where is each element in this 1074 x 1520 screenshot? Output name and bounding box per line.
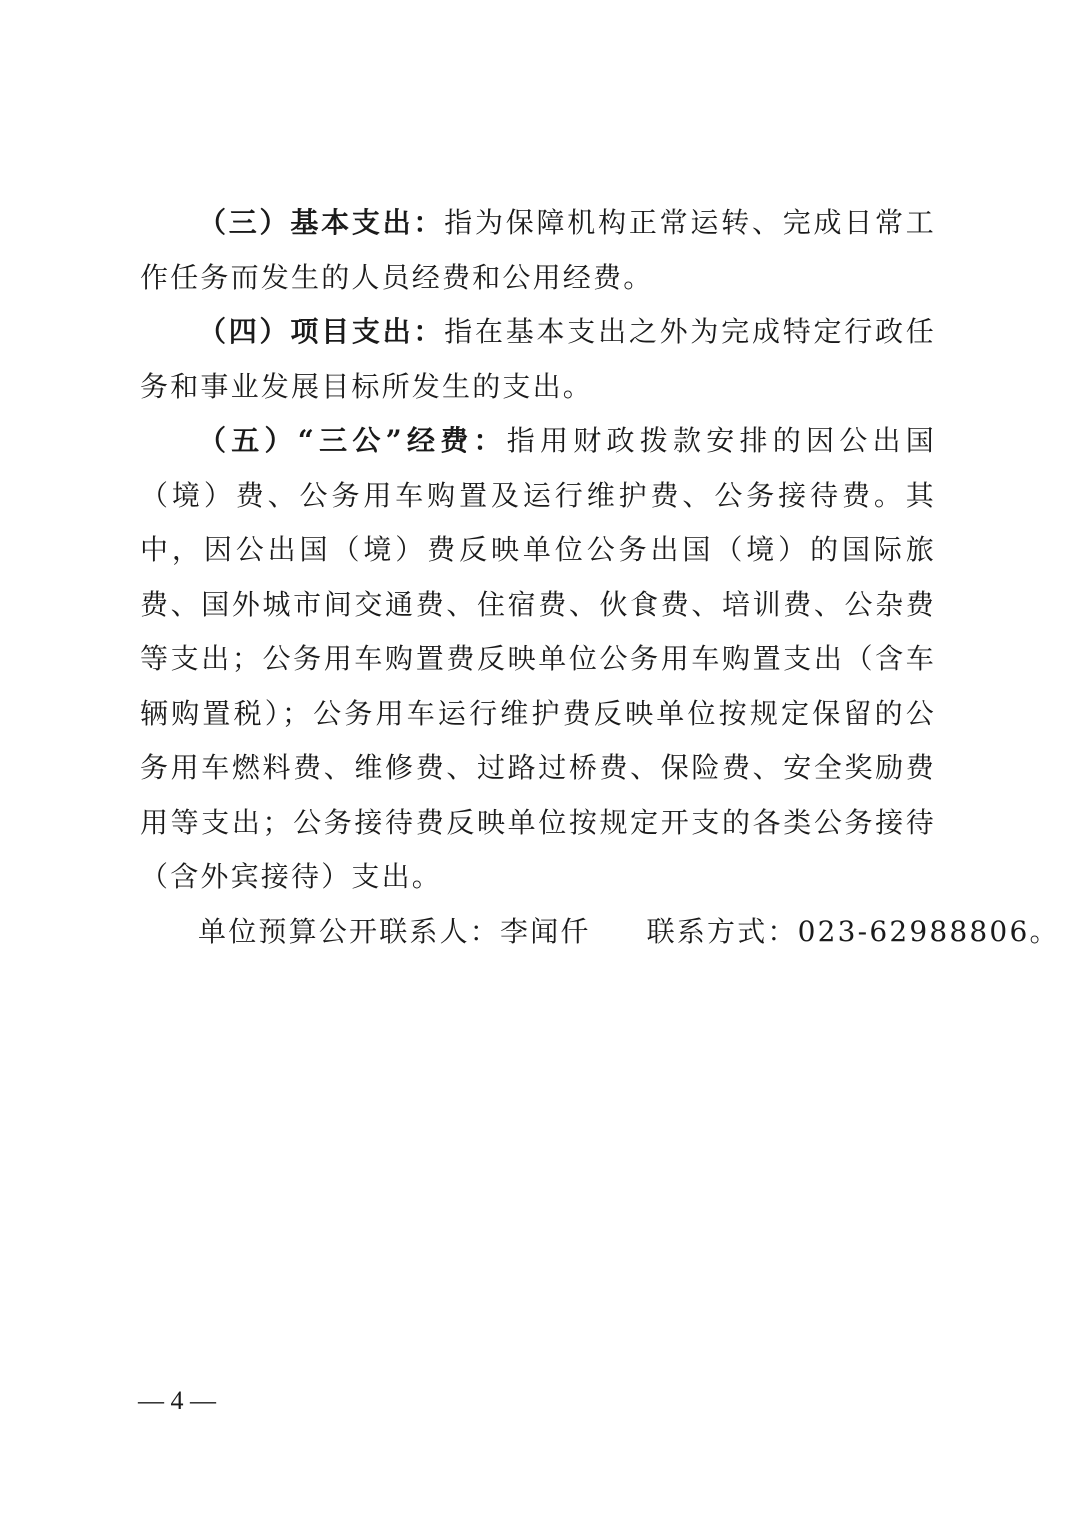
definition-project-expenditure: 指在基本支出之外为完成特定行政任务和事业发展目标所发生的支出。 [140,315,937,403]
page-number: — 4 — [138,1386,216,1415]
contact-line [140,905,1060,960]
term-three-public-expenses: （五）“三公”经费： [198,424,507,457]
contact-person-label: 单位预算公开联系人： [198,914,501,948]
contact-end-mark: 。 [1029,914,1060,948]
paragraph-three-public-expenses [140,414,936,905]
definition-basic-expenditure: 指为保障机构正常运转、完成日常工作任务而发生的人员经费和公用经费。 [140,206,937,294]
term-project-expenditure: （四）项目支出： [198,315,445,348]
contact-person-name: 李闻仟 [500,914,591,948]
paragraph-project-expenditure [140,305,936,414]
contact-method-label: 联系方式： [646,914,798,948]
term-basic-expenditure: （三）基本支出： [198,206,445,239]
contact-phone: 023-62988806 [797,914,1030,948]
definition-three-public-expenses: 指用财政拨款安排的因公出国（境）费、公务用车购置及运行维护费、公务接待费。其中，因公出国（境）费反映单位公务出国（境）的国际旅费、国外城市间交通费、住宿费、伙食费、培训费、公杂费等支出；公务用车购置费反映单位公务用车购置支出（含车辆购置税）；公务用车运行维护费反映单位按规定保留的公务用车燃料费、维修费、过路过桥费、保险费、安全奖励费用等支出；公务接待费反映单位按规定开支的各类公务接待（含外宾接待）支出。 [140,424,936,893]
document-body [140,196,1060,959]
paragraph-basic-expenditure [140,196,936,305]
